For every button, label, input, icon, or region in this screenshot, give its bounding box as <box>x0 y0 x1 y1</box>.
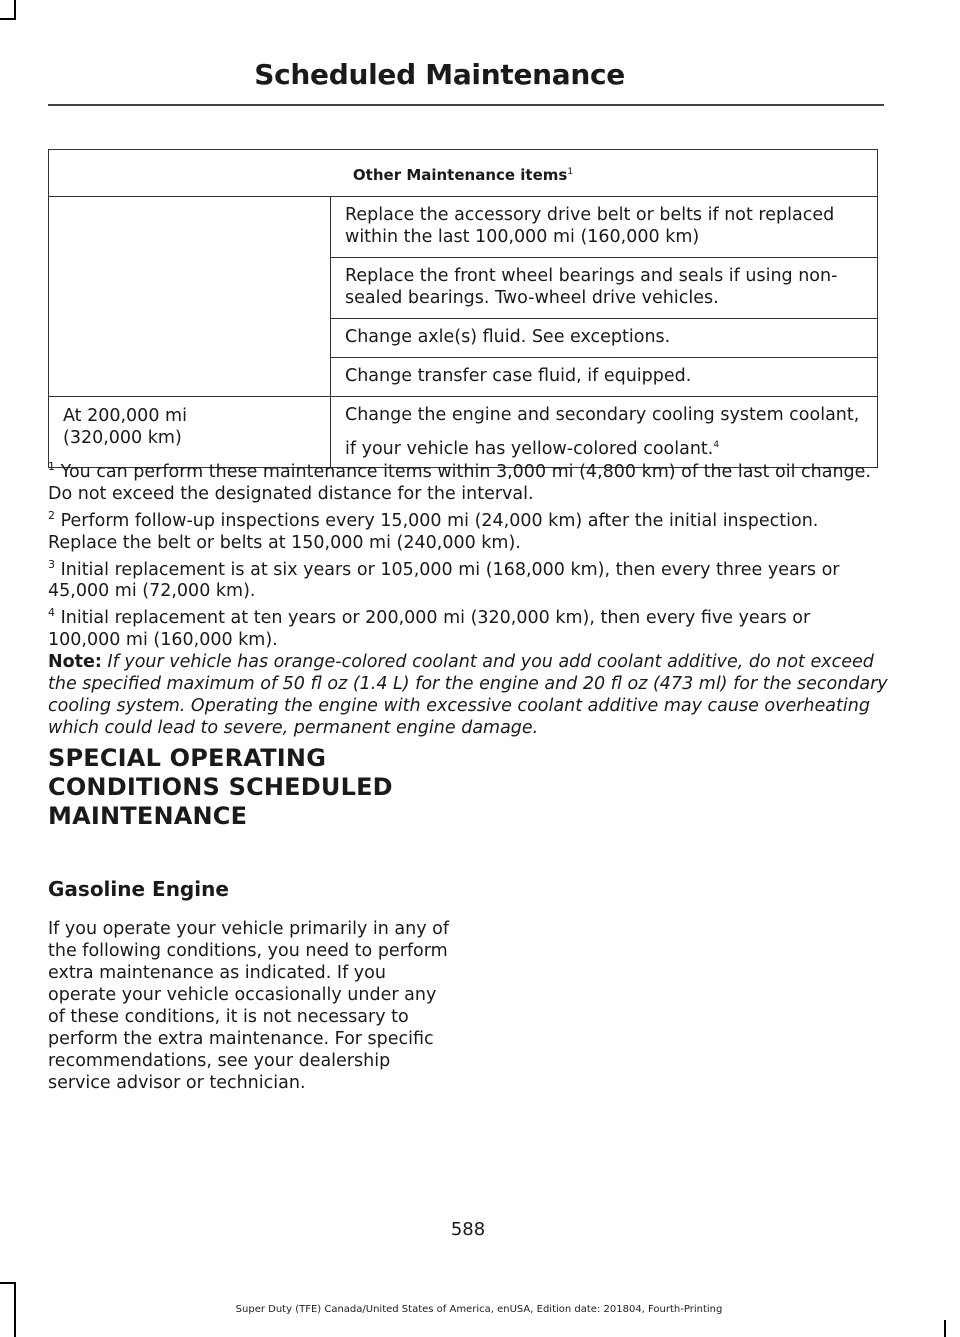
maintenance-table <box>48 149 878 468</box>
footnote: $^1$ You can perform these maintenance items within 3,000 mi (4,800 km) of the last oil change. Do not exceed the designated distance for the interval. <box>48 460 871 504</box>
note-text: If your vehicle has orange-colored coolant and you add coolant additive, do not exceed the specified maximum of 50 fl oz (1.4 L) for the engine and 20 fl oz (473 ml) for the secondary cooling system. Operating the engine with excessive coolant additive may cause overheating which could lead to severe, permanent engine damage. <box>48 652 888 739</box>
section-heading: SPECIAL OPERATING CONDITIONS SCHEDULED MAINTENANCE <box>48 744 393 830</box>
interval-cell: At 200,000 mi (320,000 km) <box>49 397 331 468</box>
header-divider <box>48 104 884 106</box>
maintenance-item: Change the engine and secondary cooling system coolant, if your vehicle has yellow-colored coolant.$^4$ <box>331 397 878 468</box>
maintenance-item: Replace the accessory drive belt or belts if not replaced within the last 100,000 mi (160,000 km) <box>331 197 878 258</box>
table-heading: Other Maintenance items$^1$ <box>49 150 878 197</box>
note <box>48 651 888 739</box>
page-number: 588 <box>450 1219 486 1240</box>
table-row <box>49 197 878 258</box>
crop-mark-bottom-left-h <box>0 1282 16 1284</box>
body-paragraph: If you operate your vehicle primarily in any of the following conditions, you need to perform extra maintenance as indicated. If you operate your vehicle occasionally under any of these conditions, it is not necessary to perform the extra maintenance. For specific recommendations, see your dealership service advisor or technician. <box>48 919 449 1093</box>
crop-mark-top-left-h <box>0 18 16 20</box>
footnote: $^3$ Initial replacement is at six years or 105,000 mi (168,000 km), then every three years or 45,000 mi (72,000 km). <box>48 557 840 602</box>
footnote: $^4$ Initial replacement at ten years or 200,000 mi (320,000 km), then every five years or 100,000 mi (160,000 km). <box>48 606 811 651</box>
maintenance-item: Replace the front wheel bearings and seals if using non-sealed bearings. Two-wheel drive vehicles. <box>331 258 878 319</box>
subsection-heading: Gasoline Engine <box>48 877 229 901</box>
maintenance-item: Change transfer case fluid, if equipped. <box>331 358 878 397</box>
note-label: Note: <box>48 652 102 673</box>
crop-mark-top-left <box>14 0 16 18</box>
footnote: $^2$ Perform follow-up inspections every 15,000 mi (24,000 km) after the initial inspection. Replace the belt or belts at 150,000 mi (240,000 km). <box>48 508 819 553</box>
edition-footer: Super Duty (TFE) Canada/United States of America, enUSA, Edition date: 201804, Fourth-Printing <box>235 1304 723 1315</box>
table-header-row <box>49 150 878 197</box>
interval-cell-empty <box>49 197 331 397</box>
crop-mark-bottom-right <box>944 1320 946 1337</box>
maintenance-item: Change axle(s) fluid. See exceptions. <box>331 319 878 358</box>
footnotes <box>48 456 888 739</box>
